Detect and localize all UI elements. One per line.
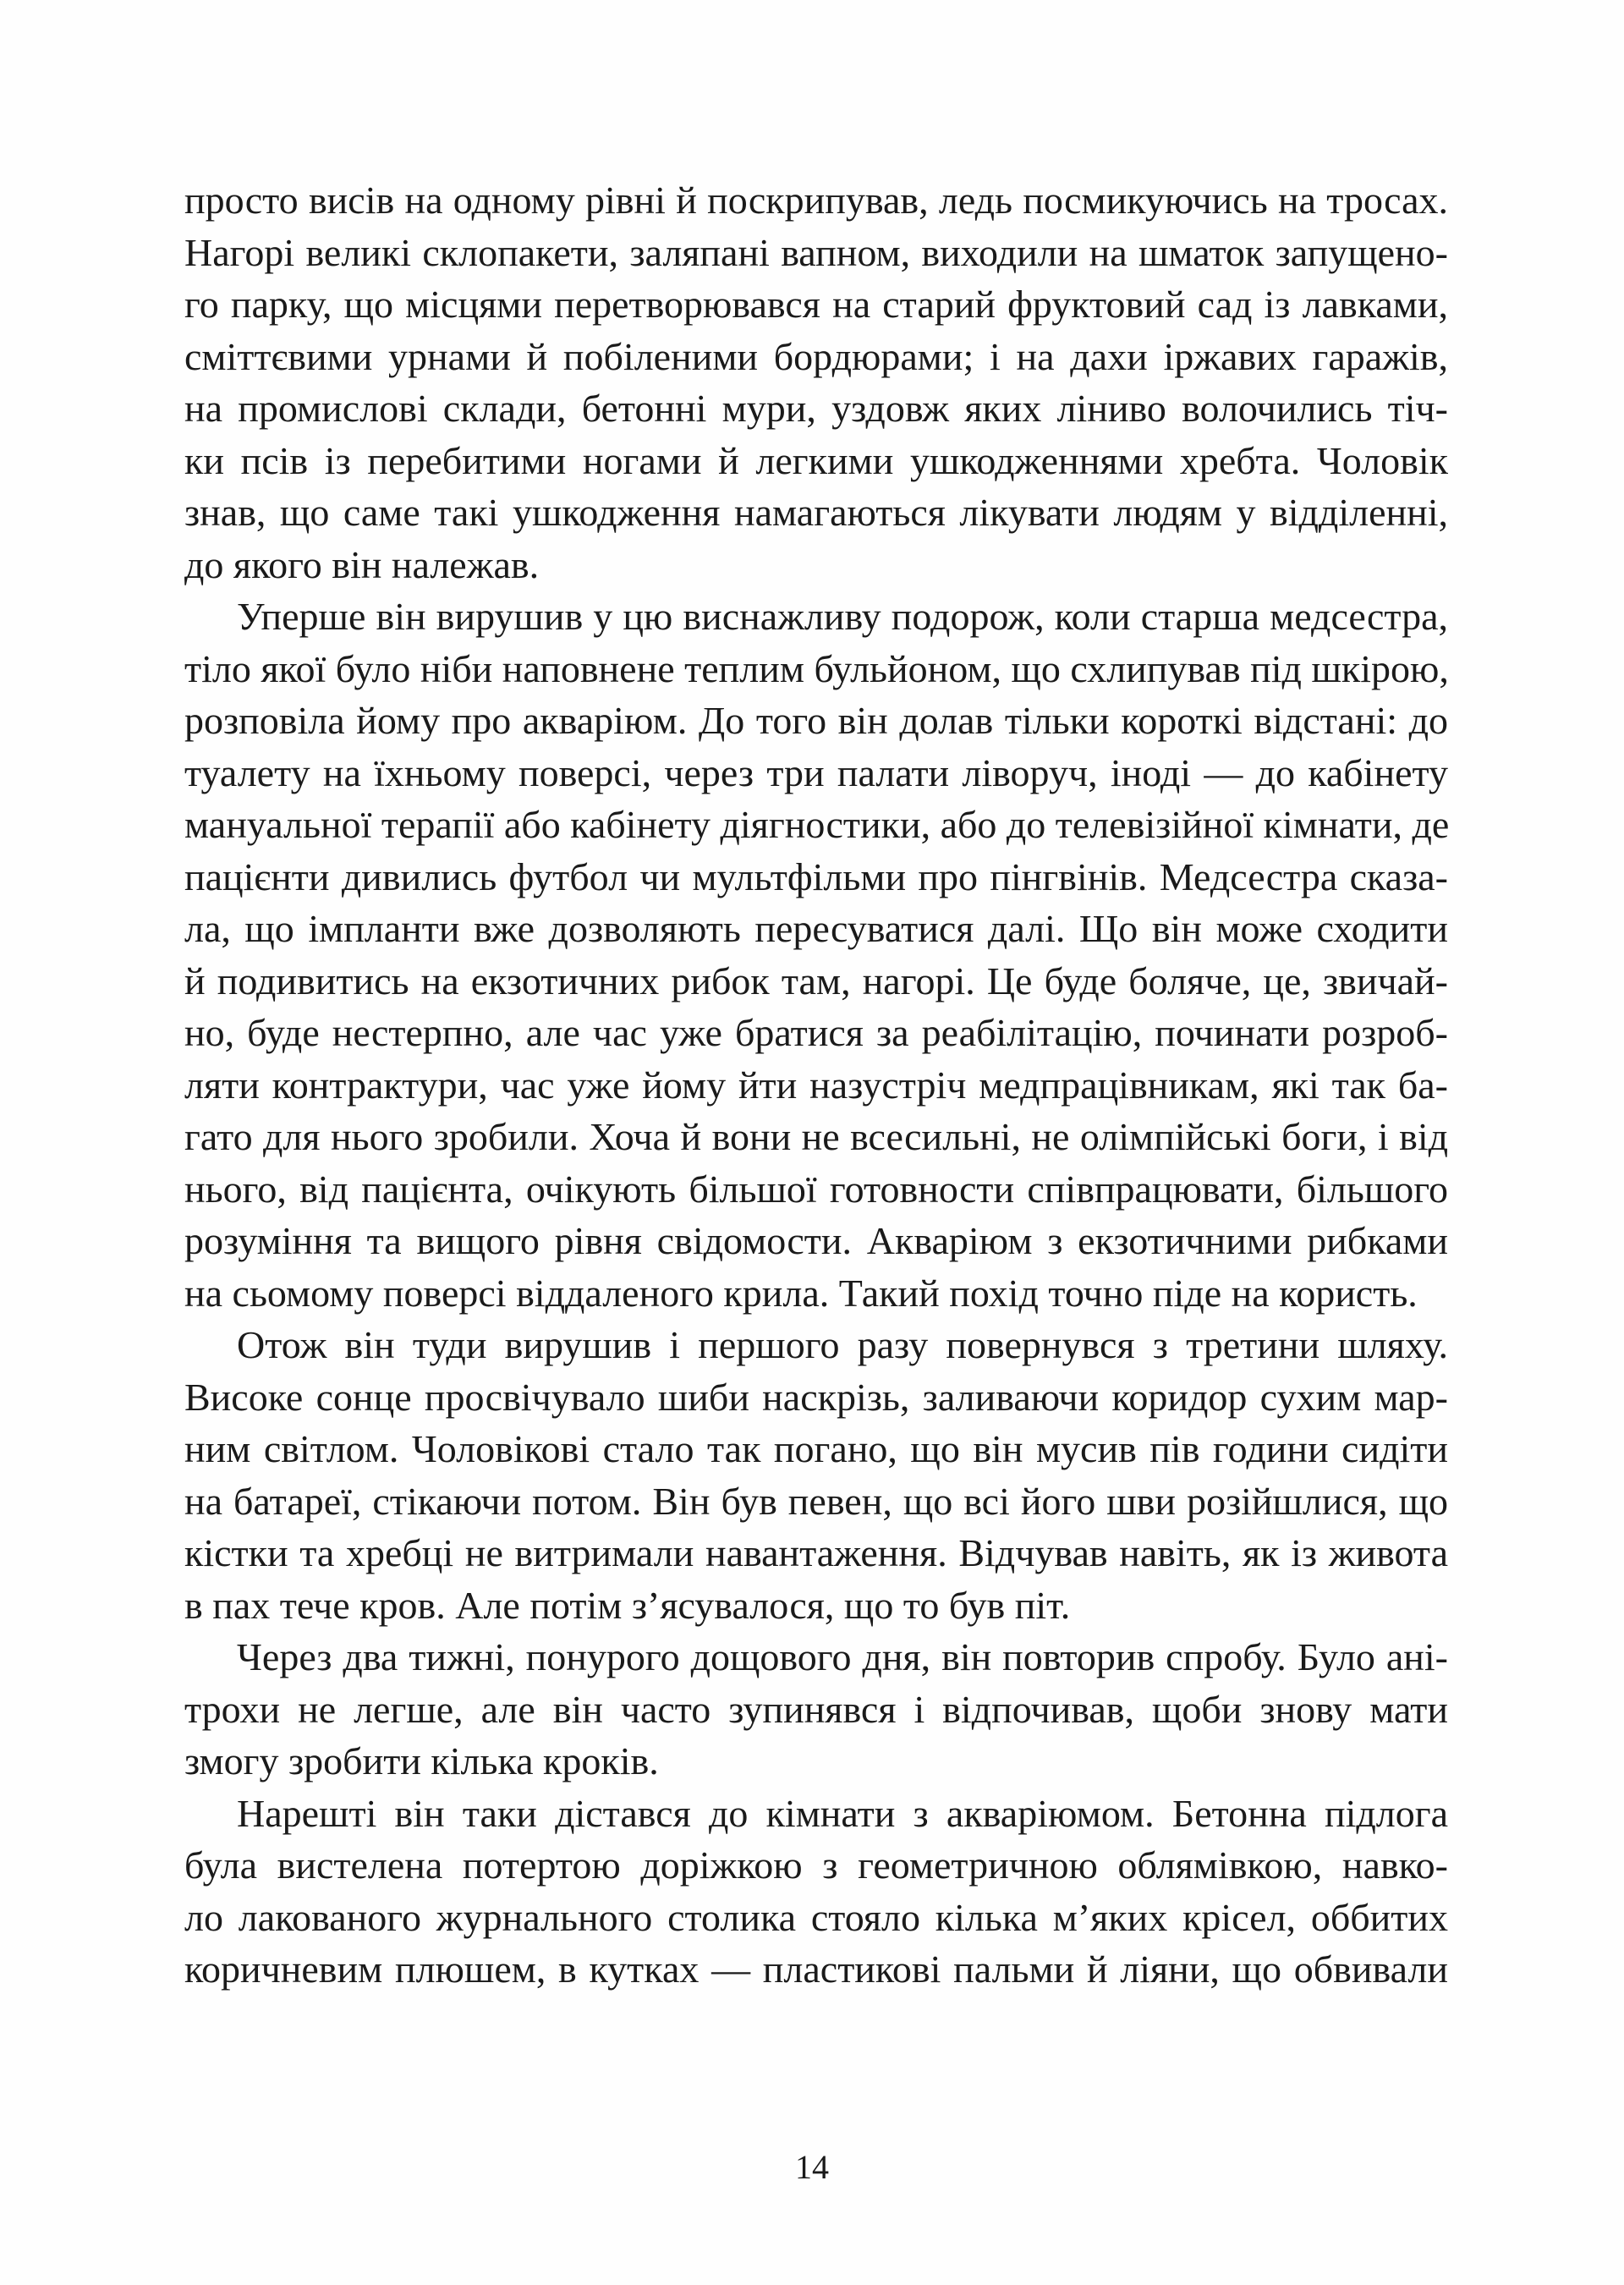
text-line: на батареї, стікаючи потом. Він був певен, що всі його шви розійшлися, що (184, 1479, 1448, 1523)
text-line: розуміння та вищого рівня свідомости. Акваріюм з екзотичними рибками (184, 1219, 1448, 1262)
text-line: Отож він туди вирушив і першого разу повернувся з третини шляху. (237, 1323, 1448, 1366)
paragraph (184, 1631, 1448, 1788)
text-line: ла, що імпланти вже дозволяють пересуватися далі. Що він може сходити (184, 907, 1448, 950)
text-line: мануальної терапії або кабінету діягностики, або до телевізійної кімнати, де (184, 803, 1450, 846)
text-line: була вистелена потертою доріжкою з геометричною облямівкою, навко- (184, 1843, 1448, 1887)
text-line: но, буде нестерпно, але час уже братися за реабілітацію, починати розроб- (184, 1011, 1448, 1054)
text-line: Через два тижні, понурого дощового дня, він повторив спробу. Було ані- (237, 1635, 1448, 1678)
text-line: на сьомому поверсі віддаленого крила. Такий похід точно піде на користь. (184, 1271, 1418, 1315)
text-line: коричневим плюшем, в кутках — пластикові пальми й ліяни, що обвивали (184, 1947, 1448, 1991)
text-line: знав, що саме такі ушкодження намагаються лікувати людям у відділенні, (184, 491, 1448, 534)
body-text (184, 174, 1448, 1996)
text-line: сміттєвими урнами й побіленими бордюрами; і на дахи іржавих гаражів, (184, 334, 1448, 378)
text-line: просто висів на одному рівні й поскрипував, ледь посмикуючись на тросах. (184, 179, 1448, 222)
text-line: тіло якої було ніби наповнене теплим бульйоном, що схлипував під шкірою, (184, 646, 1449, 690)
text-line: Нагорі великі склопакети, заляпані вапном, виходили на шматок запущено- (184, 230, 1448, 274)
page-number: 14 (795, 2148, 829, 2186)
text-line: ки псів із перебитими ногами й легкими ушкодженнями хребта. Чоловік (184, 438, 1448, 482)
text-line: ло лакованого журнального столика стояло кілька м’яких крісел, оббитих (184, 1895, 1448, 1939)
paragraph (184, 1788, 1448, 1996)
text-line: в пах тече кров. Але потім з’ясувалося, що то був піт. (184, 1583, 1071, 1627)
text-line: до якого він належав. (184, 542, 540, 586)
text-line: гато для нього зробили. Хоча й вони не всесильні, не олімпійські боги, і від (184, 1115, 1448, 1158)
paragraph (184, 590, 1448, 1319)
text-line: й подивитись на екзотичних рибок там, нагорі. Це буде боляче, це, звичай- (184, 958, 1448, 1002)
text-line: трохи не легше, але він часто зупинявся і відпочивав, щоби знову мати (184, 1687, 1448, 1731)
text-line: на промислові склади, бетонні мури, уздовж яких ліниво волочились тіч- (184, 387, 1448, 430)
text-line: розповіла йому про акваріюм. До того він долав тільки короткі відстані: до (184, 699, 1448, 742)
text-line: го парку, що місцями перетворювався на старий фруктовий сад із лавками, (184, 283, 1448, 326)
text-line: Нарешті він таки дістався до кімнати з акваріюмом. Бетонна підлога (237, 1791, 1448, 1835)
paragraph (184, 174, 1448, 590)
text-line: ним світлом. Чоловікові стало так погано, що він мусив пів години сидіти (184, 1427, 1448, 1470)
text-line: ляти контрактури, час уже йому йти назустріч медпрацівникам, які так ба- (184, 1063, 1448, 1107)
text-line: Високе сонце просвічувало шиби наскрізь, заливаючи коридор сухим мар- (184, 1375, 1448, 1419)
text-line: нього, від пацієнта, очікують більшої готовности співпрацювати, більшого (184, 1167, 1448, 1211)
text-line: туалету на їхньому поверсі, через три палати ліворуч, іноді — до кабінету (184, 750, 1448, 794)
text-line: пацієнти дивились футбол чи мультфільми про пінгвінів. Медсестра сказа- (184, 854, 1448, 898)
text-line: змогу зробити кілька кроків. (184, 1739, 659, 1782)
paragraph (184, 1319, 1448, 1631)
text-line: Уперше він вирушив у цю виснажливу подорож, коли старша медсестра, (237, 595, 1448, 638)
text-line: кістки та хребці не витримали навантаження. Відчував навіть, як із живота (184, 1531, 1448, 1574)
